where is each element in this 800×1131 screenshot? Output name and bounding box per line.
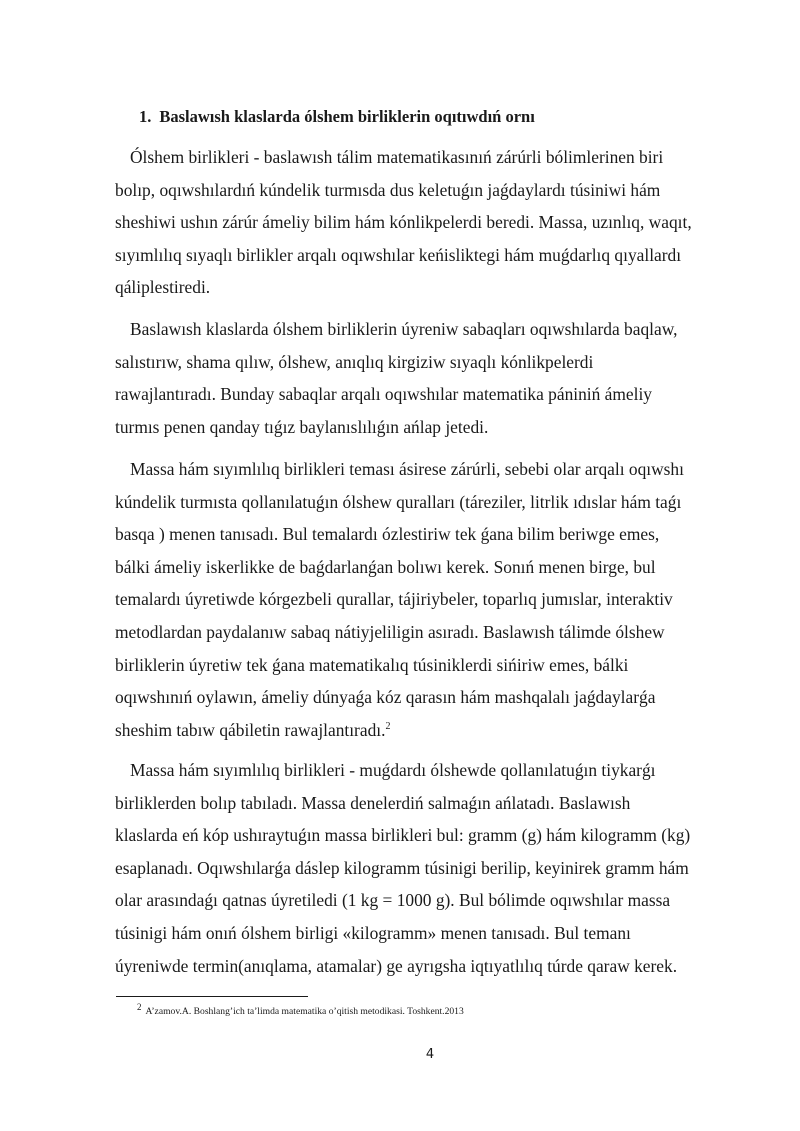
- footnote-number: 2: [137, 1001, 142, 1012]
- paragraph-line: temalardı úyretiwde kórgezbeli qurallar, tájiriybeler, toparlıq jumıslar, interaktiv: [115, 589, 673, 610]
- paragraph-line: bolıp, oqıwshılardıń kúndelik turmısda dus keletuǵın jaǵdaylardı túsiniwi hám: [115, 179, 661, 200]
- paragraph-line: klaslarda eń kóp ushıraytuǵın massa birlikleri bul: gramm (g) hám kilogramm (kg): [115, 825, 691, 846]
- paragraph-line: rawajlantıradı. Bunday sabaqlar arqalı oqıwshılar matematika pániniń ámeliy: [115, 384, 652, 405]
- footnote: [137, 1001, 464, 1019]
- paragraph-line: qáliplestiredi.: [115, 277, 211, 298]
- paragraph-line: olar arasındaǵı qatnas úyretiledi (1 kg = 1000 g). Bul bólimde oqıwshılar massa: [115, 890, 671, 911]
- paragraph-line: úyreniwde termin(anıqlama, atamalar) ge ayrıgsha iqtıyatlılıq túrde qaraw kerek.: [115, 955, 678, 976]
- page-number: 4: [425, 1047, 435, 1062]
- paragraph-3: [115, 453, 755, 746]
- paragraph-line: bálki ámeliy iskerlikke de baǵdarlanǵan bolıwı kerek. Sonıń menen birge, bul: [115, 556, 656, 577]
- footnote-reference[interactable]: 2: [385, 720, 391, 732]
- section-number: 1.: [139, 107, 152, 126]
- paragraph-line: túsinigi hám onıń ólshem birligi «kilogramm» menen tanısadı. Bul temanı: [115, 922, 631, 943]
- paragraph-line: Massa hám sıyımlılıq birlikleri teması ásirese zárúrli, sebebi olar arqalı oqıwshı: [130, 459, 684, 479]
- paragraph-line: Baslawısh klaslarda ólshem birliklerin úyreniw sabaqları oqıwshılarda baqlaw,: [130, 319, 678, 339]
- footnote-text: A’zamov.A. Boshlang’ich ta’limda matematika o’qitish metodikasi. Toshkent.2013: [145, 1006, 464, 1017]
- paragraph-line: sheshiwi ushın zárúr ámeliy bilim hám kónlikpelerdi beredi. Massa, uzınlıq, waqıt,: [115, 212, 692, 233]
- paragraph-1: [115, 141, 755, 304]
- footnote-divider: [116, 996, 308, 997]
- paragraph-line: kúndelik turmısta qollanılatuǵın ólshew quralları (táreziler, litrlik ıdıslar hám taǵı: [115, 491, 682, 512]
- paragraph-4: [115, 754, 755, 982]
- paragraph-line: oqıwshınıń oylawın, ámeliy dúnyaǵa kóz qarasın hám mashqalalı jaǵdaylarǵa: [115, 687, 656, 708]
- paragraph-line: turmıs penen qanday tıǵız baylanıslılıǵın ańlap jetedi.: [115, 416, 489, 437]
- paragraph-line: sıyımlılıq sıyaqlı birlikler arqalı oqıwshılar keńisliktegi hám muǵdarlıq qıyallardı: [115, 244, 682, 265]
- paragraph-line: basqa ) menen tanısadı. Bul temalardı ózlestiriw tek ǵana bilim beriwge emes,: [115, 524, 660, 545]
- paragraph-line-text: sheshim tabıw qábiletin rawajlantıradı.: [115, 719, 386, 740]
- paragraph-2: [115, 313, 755, 443]
- section-title: Baslawısh klaslarda ólshem birliklerin oqıtıwdıń ornı: [159, 107, 535, 126]
- section-heading: [139, 106, 535, 128]
- paragraph-line: Ólshem birlikleri - baslawısh tálim matematikasınıń zárúrli bólimlerinen biri: [130, 147, 664, 167]
- paragraph-line: esaplanadı. Oqıwshılarǵa dáslep kilogramm túsinigi berilip, keyinirek gramm hám: [115, 857, 689, 878]
- paragraph-line: Massa hám sıyımlılıq birlikleri - muǵdardı ólshewde qollanılatuǵın tiykarǵı: [130, 760, 656, 780]
- paragraph-line: salıstırıw, shama qılıw, ólshew, anıqlıq kirgiziw sıyaqlı kónlikpelerdi: [115, 351, 594, 372]
- paragraph-line: birliklerden bolıp tabıladı. Massa denelerdiń salmaǵın ańlatadı. Baslawısh: [115, 792, 631, 813]
- paragraph-line: metodlardan paydalanıw sabaq nátiyjeliligin asıradı. Baslawısh tálimde ólshew: [115, 621, 665, 642]
- paragraph-line: birliklerin úyretiw tek ǵana matematikalıq túsiniklerdi sińiriw emes, bálki: [115, 654, 629, 675]
- paragraph-line: [115, 714, 755, 747]
